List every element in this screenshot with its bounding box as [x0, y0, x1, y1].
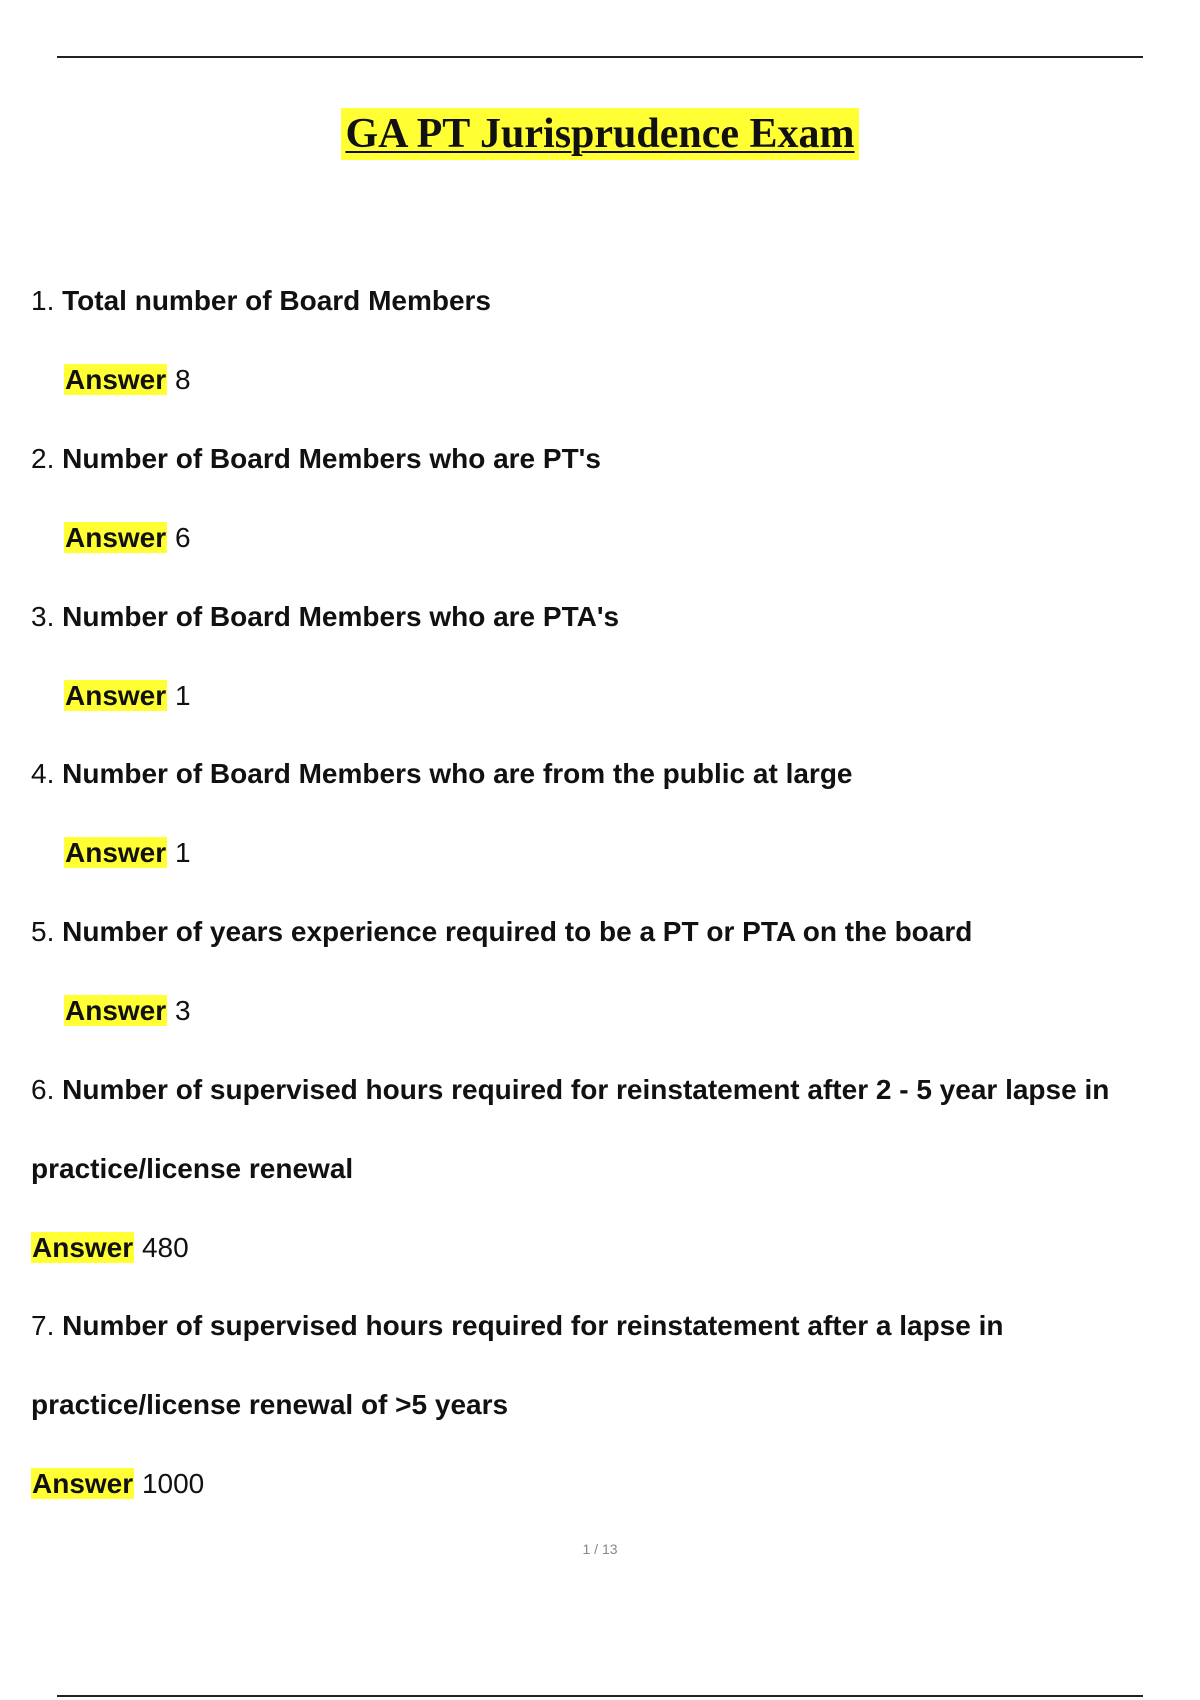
title-container — [0, 108, 1200, 160]
answer-value: 480 — [141, 1232, 189, 1263]
bottom-rule — [57, 1695, 1143, 1697]
question-7 — [31, 1306, 1004, 1346]
answer-label: Answer — [65, 837, 167, 868]
question-6 — [31, 1070, 1109, 1110]
question-number: 1. — [31, 285, 55, 316]
question-7-continuation — [31, 1385, 508, 1425]
answer-value: 1000 — [141, 1468, 205, 1499]
answer-3 — [64, 676, 191, 716]
question-number: 2. — [31, 443, 55, 474]
question-5 — [31, 912, 972, 952]
answer-value: 1 — [174, 680, 191, 711]
answer-label: Answer — [32, 1232, 134, 1263]
question-number: 4. — [31, 758, 55, 789]
question-6-continuation — [31, 1149, 353, 1189]
question-text: Number of supervised hours required for reinstatement after 2 - 5 year lapse in — [62, 1074, 1110, 1105]
answer-6 — [31, 1228, 189, 1268]
answer-label: Answer — [32, 1468, 134, 1499]
question-text: Number of Board Members who are PTA's — [62, 601, 620, 632]
answer-5 — [64, 991, 191, 1031]
answer-1 — [64, 360, 191, 400]
answer-4 — [64, 833, 191, 873]
question-number: 6. — [31, 1074, 55, 1105]
question-text: Number of Board Members who are PT's — [62, 443, 601, 474]
question-number: 5. — [31, 916, 55, 947]
question-4 — [31, 754, 853, 794]
page-title: GA PT Jurisprudence Exam — [341, 108, 858, 160]
question-number: 3. — [31, 601, 55, 632]
answer-value: 3 — [174, 995, 191, 1026]
answer-value: 6 — [174, 522, 191, 553]
answer-value: 1 — [174, 837, 191, 868]
answer-7 — [31, 1464, 204, 1504]
page-indicator: 1 / 13 — [582, 1541, 618, 1557]
question-1 — [31, 281, 491, 321]
question-text: Number of supervised hours required for reinstatement after a lapse in — [62, 1310, 1004, 1341]
question-3 — [31, 597, 619, 637]
question-text-continued: practice/license renewal of >5 years — [31, 1389, 509, 1420]
question-text: Total number of Board Members — [62, 285, 491, 316]
answer-2 — [64, 518, 191, 558]
question-text: Number of years experience required to be a PT or PTA on the board — [62, 916, 973, 947]
question-2 — [31, 439, 601, 479]
question-text-continued: practice/license renewal — [31, 1153, 354, 1184]
top-rule — [57, 56, 1143, 58]
question-number: 7. — [31, 1310, 55, 1341]
answer-label: Answer — [65, 680, 167, 711]
answer-label: Answer — [65, 522, 167, 553]
answer-value: 8 — [174, 364, 191, 395]
answer-label: Answer — [65, 364, 167, 395]
answer-label: Answer — [65, 995, 167, 1026]
question-text: Number of Board Members who are from the public at large — [62, 758, 853, 789]
